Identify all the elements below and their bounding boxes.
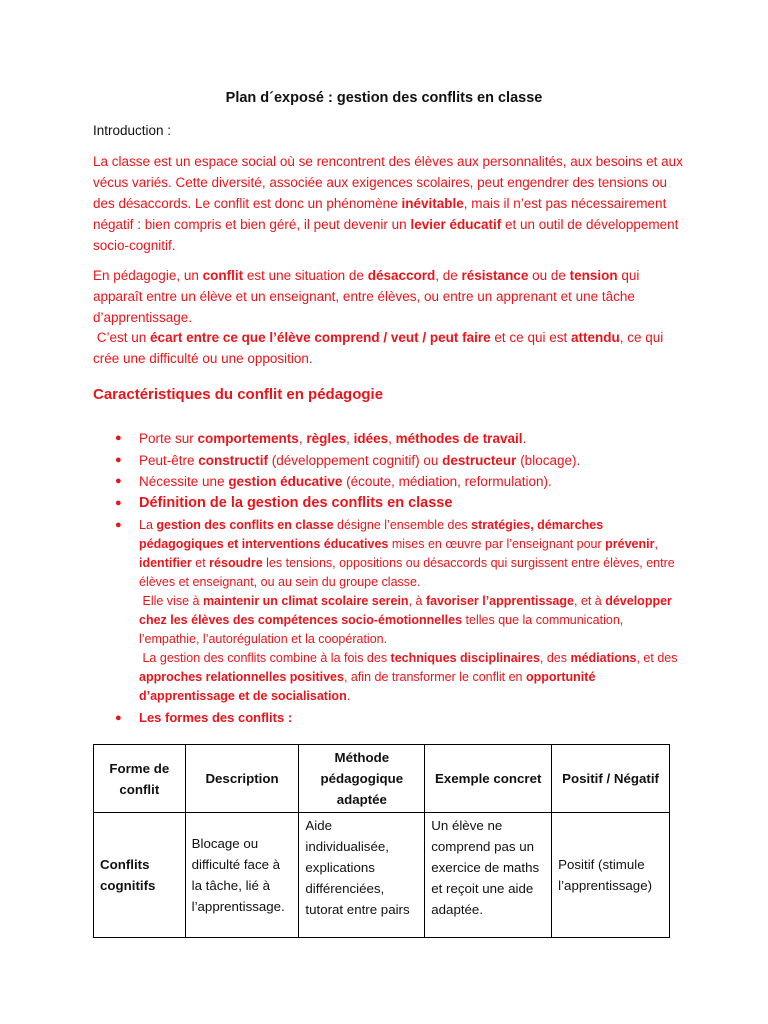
characteristics-list <box>93 428 683 493</box>
table-header: Forme de conflit <box>94 745 186 813</box>
section-heading: Caractéristiques du conflit en pédagogie <box>93 386 384 403</box>
bullet-icon: ● <box>115 475 122 487</box>
table-header: Description <box>185 745 299 813</box>
list-item: ● Porte sur comportements, règles, idées, méthodes de travail. <box>93 428 683 450</box>
table-cell: Aide individualisée, explications différenciées, tutorat entre pairs <box>299 813 425 938</box>
definition-list <box>93 516 683 706</box>
table-row <box>94 813 670 938</box>
list-item <box>93 494 683 512</box>
table-header: Exemple concret <box>425 745 552 813</box>
bullet-icon: ● <box>115 712 122 724</box>
intro-paragraph-2: En pédagogie, un conflit est une situation de désaccord, de résistance ou de tension qui apparaît entre un élève et un enseignant, entre élèves, ou entre un apprenant et une tâche d’apprentissage. <box>93 268 640 325</box>
bullet-icon: ● <box>115 453 122 466</box>
table-cell: Un élève ne comprend pas un exercice de maths et reçoit une aide adaptée. <box>425 813 552 938</box>
list-item: ● Peut-être constructif (développement cognitif) ou destructeur (blocage). <box>93 450 683 472</box>
list-item: ● La gestion des conflits en classe désigne l’ensemble des stratégies, démarches pédagogiques et interventions éducatives mises en œuvre par l’enseignant pour prévenir, identifier et résoudre les tensions, oppositions ou désaccords qui surgissent entre élèves, entre élèves et enseignant, ou au sein du groupe classe. Elle vise à maintenir un climat scolaire serein, à favoriser l’apprentissage, et à développer chez les élèves des compétences socio-émotionnelles telles que la communication, l’empathie, l’autorégulation et la coopération. La gestion des conflits combine à la fois des techniques disciplinaires, des médiations, et des approches relationnelles positives, afin de transformer le conflit en opportunité d’apprentissage et de socialisation. <box>115 518 678 703</box>
bullet-icon: ● <box>115 519 122 531</box>
bullet-icon: ● <box>115 497 122 509</box>
conflict-forms-table <box>93 744 670 938</box>
table-header-row <box>94 745 670 813</box>
document-title: Plan d´exposé : gestion des conflits en classe <box>225 90 543 106</box>
intro-paragraph-3: C’est un écart entre ce que l’élève comprend / veut / peut faire et ce qui est attendu, ce qui crée une difficulté ou une opposition. <box>93 330 664 366</box>
table-cell: Conflits cognitifs <box>94 813 186 938</box>
list-item: ● Nécessite une gestion éducative (écoute, médiation, reformulation). <box>93 471 683 493</box>
table-header: Méthode pédagogique adaptée <box>299 745 425 813</box>
definition-heading-list <box>93 494 683 512</box>
table-cell: Positif (stimule l’apprentissage) <box>552 813 670 938</box>
table-header: Positif / Négatif <box>552 745 670 813</box>
table-cell: Blocage ou difficulté face à la tâche, lié à l’apprentissage. <box>185 813 299 938</box>
intro-paragraph-1: La classe est un espace social où se rencontrent des élèves aux personnalités, aux besoins et aux vécus variés. Cette diversité, associée aux exigences scolaires, peut engendrer des tensions ou des désaccords. Le conflit est donc un phénomène inévitable, mais il n’est pas nécessairement négatif : bien compris et bien géré, il peut devenir un levier éducatif et un outil de développement socio-cognitif. <box>93 154 683 253</box>
forms-heading: Les formes des conflits : <box>139 710 293 725</box>
introduction-label: Introduction : <box>93 123 172 138</box>
forms-heading-list <box>93 709 683 727</box>
bullet-icon: ● <box>115 432 122 444</box>
list-item <box>93 709 683 727</box>
definition-heading: Définition de la gestion des conflits en classe <box>139 495 453 511</box>
